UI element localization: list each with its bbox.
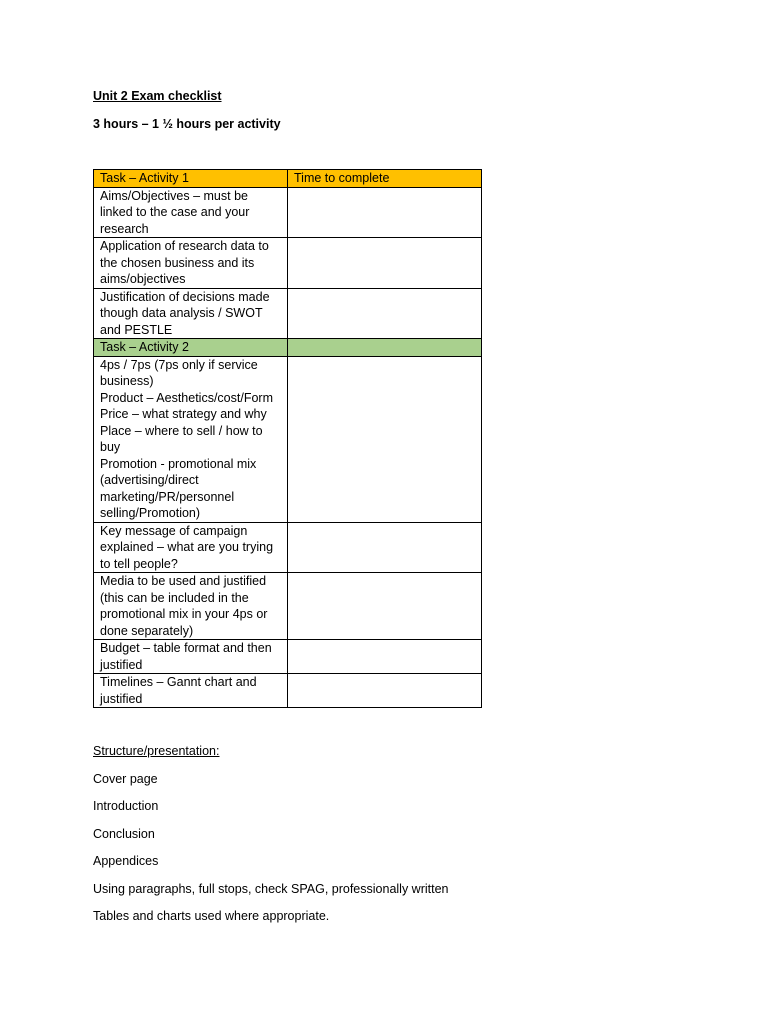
time-cell [288,640,482,674]
checklist-table [93,169,482,708]
activity2-header-task: Task – Activity 2 [94,339,288,357]
document-subtitle: 3 hours – 1 ½ hours per activity [93,117,281,131]
table-row [94,640,482,674]
task-cell: Aims/Objectives – must be linked to the case and your research [94,187,288,238]
time-cell [288,573,482,640]
list-item: Conclusion [93,826,155,841]
task-cell: 4ps / 7ps (7ps only if service business) Product – Aesthetics/cost/Form Price – what strategy and why Place – where to sell / how to buy Promotion - promotional mix (advertising/direct marketing/PR/personnel selling/Promotion) [94,356,288,522]
structure-section [93,743,449,924]
time-cell [288,356,482,522]
table-row [94,522,482,573]
time-cell [288,288,482,339]
list-item: Appendices [93,854,159,868]
task-cell: Budget – table format and then justified [94,640,288,674]
structure-heading: Structure/presentation: [93,744,220,758]
table-row [94,288,482,339]
activity2-header-row [94,339,482,357]
activity2-header-time [288,339,482,357]
table-row [94,674,482,708]
activity1-header-task: Task – Activity 1 [94,170,288,188]
task-cell: Justification of decisions made though data analysis / SWOT and PESTLE [94,288,288,339]
table-row [94,356,482,522]
task-cell: Application of research data to the chosen business and its aims/objectives [94,238,288,289]
task-cell: Media to be used and justified (this can be included in the promotional mix in your 4ps or done separately) [94,573,288,640]
document-title: Unit 2 Exam checklist [93,89,222,103]
list-item: Cover page [93,771,158,786]
activity1-header-row [94,170,482,188]
activity1-header-time: Time to complete [288,170,482,188]
list-item: Introduction [93,799,159,813]
table-row [94,238,482,289]
time-cell [288,522,482,573]
list-item: Using paragraphs, full stops, check SPAG, professionally written [93,881,449,896]
task-cell: Key message of campaign explained – what are you trying to tell people? [94,522,288,573]
table-row [94,187,482,238]
time-cell [288,674,482,708]
list-item: Tables and charts used where appropriate. [93,909,330,923]
time-cell [288,238,482,289]
table-row [94,573,482,640]
task-cell: Timelines – Gannt chart and justified [94,674,288,708]
time-cell [288,187,482,238]
